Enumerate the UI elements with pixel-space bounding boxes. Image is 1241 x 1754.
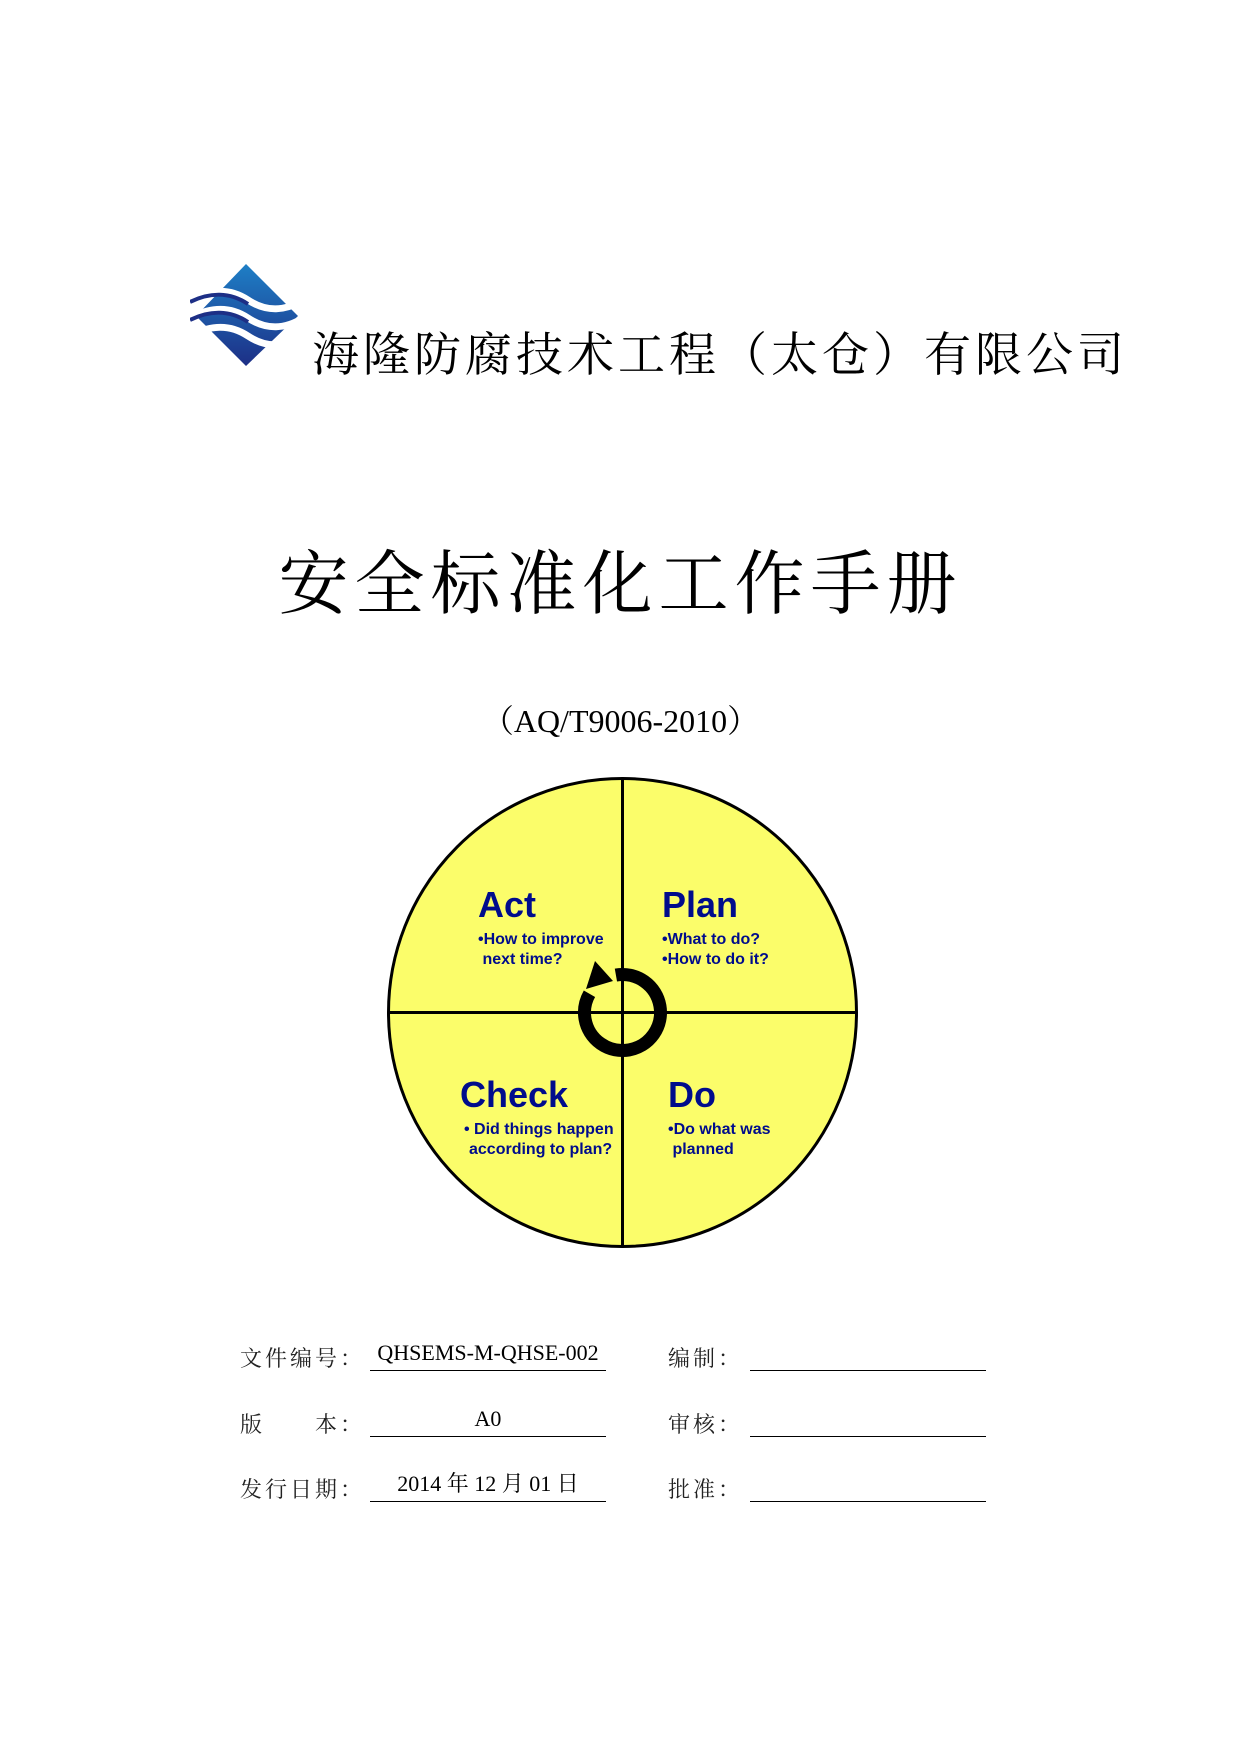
do-heading: Do [668,1074,716,1115]
doc-no-value: QHSEMS-M-QHSE-002 [370,1336,606,1371]
wave-diamond-logo-icon [190,262,302,368]
reviewed-value [750,1402,986,1437]
plan-line-2: •How to do it? [662,951,769,968]
standard-code: （AQ/T9006-2010） [481,703,760,739]
date-label: 发行日期： [240,1478,366,1503]
reviewed-label: 审核： [668,1413,744,1438]
company-name: 海隆防腐技术工程（太仓）有限公司 [312,328,1128,383]
prepared-value [750,1336,986,1371]
document-title: 安全标准化工作手册 [278,543,963,625]
meta-row-version [0,1408,1241,1448]
plan-heading: Plan [662,884,739,925]
meta-row-doc-no [0,1342,1241,1382]
date-value: 2014 年 12 月 01 日 [370,1467,606,1502]
check-line-1: • Did things happen [464,1121,614,1138]
do-line-1: •Do what was [668,1121,771,1138]
doc-no-label: 文件编号： [240,1347,366,1372]
check-heading: Check [460,1074,569,1115]
check-line-2: according to plan? [469,1141,613,1158]
do-line-2: planned [668,1141,734,1158]
plan-line-1: •What to do? [662,931,761,948]
act-line-2: next time? [478,951,563,968]
act-heading: Act [478,884,537,925]
version-label: 版 本： [240,1413,366,1438]
pdca-cycle-diagram [385,775,860,1250]
approved-value [750,1467,986,1502]
approved-label: 批准： [668,1478,744,1503]
act-line-1: •How to improve [478,931,604,948]
version-value: A0 [370,1402,606,1437]
prepared-label: 编制： [668,1347,744,1372]
meta-row-date [0,1473,1241,1513]
